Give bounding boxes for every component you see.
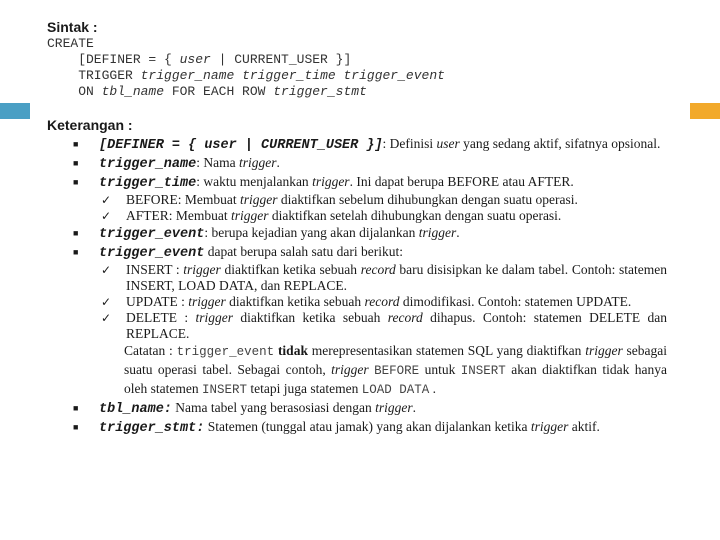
trigger-time-options <box>99 192 667 224</box>
sub-item-delete <box>99 310 667 342</box>
desc-text: INSERT : <box>126 262 184 277</box>
desc-text: diaktifkan sebelum dihubungkan dengan suatu operasi. <box>277 192 578 207</box>
desc-text: diaktifkan ketika sebuah <box>220 262 361 277</box>
list-item-tbl-name <box>47 400 667 418</box>
desc-text: sebagai suatu operasi tabel. Sebagai contoh, <box>124 343 668 377</box>
list-item-trigger-event-options <box>47 244 667 399</box>
desc-text: dapat berupa salah satu dari berikut: <box>204 244 404 259</box>
sub-item-after <box>99 208 667 224</box>
square-bullet-icon: ■ <box>73 422 79 432</box>
sub-item-update <box>99 294 667 310</box>
keterangan-list <box>47 136 667 437</box>
list-item-trigger-stmt <box>47 419 667 437</box>
list-item-trigger-name <box>47 155 667 173</box>
code-term: trigger_time <box>99 176 197 191</box>
desc-text: diaktifkan ketika sebuah <box>225 294 365 309</box>
desc-text: . <box>429 381 436 396</box>
desc-italic: trigger <box>331 362 369 377</box>
code-term: [DEFINER = { user | CURRENT_USER }] <box>99 138 383 153</box>
list-item-trigger-event <box>47 225 667 243</box>
desc-text: . Ini dapat berupa BEFORE atau AFTER. <box>349 174 574 189</box>
trigger-event-options <box>99 262 667 342</box>
slide-accent-right <box>690 103 720 119</box>
sub-item-before <box>99 192 667 208</box>
square-bullet-icon: ■ <box>73 139 79 149</box>
desc-text: tetapi juga statemen <box>247 381 362 396</box>
syntax-trigger-stmt: trigger_stmt <box>273 84 367 99</box>
desc-text: : waktu menjalankan <box>196 174 313 189</box>
check-icon: ✓ <box>101 193 112 207</box>
desc-text: dihapus. Contoh: statemen DELETE dan REPLACE. <box>126 310 667 341</box>
desc-text: : berupa kejadian yang akan dijalankan <box>204 225 419 240</box>
square-bullet-icon: ■ <box>73 228 79 238</box>
check-icon: ✓ <box>101 311 112 325</box>
desc-italic: trigger <box>530 419 569 434</box>
desc-italic: user <box>436 136 460 151</box>
syntax-text: [DEFINER = { <box>47 52 180 67</box>
desc-text: : Nama <box>196 155 239 170</box>
syntax-space <box>234 68 242 83</box>
desc-text: dimodifikasi. Contoh: statemen UPDATE. <box>399 294 632 309</box>
code-inline: INSERT <box>460 364 506 378</box>
syntax-trigger-name: trigger_name <box>140 68 235 83</box>
syntax-line-definer <box>47 52 667 68</box>
desc-italic: trigger <box>375 400 413 415</box>
desc-text: . <box>456 225 460 240</box>
square-bullet-icon: ■ <box>73 177 79 187</box>
syntax-line-create: CREATE <box>47 36 94 51</box>
square-bullet-icon: ■ <box>73 403 79 413</box>
code-term: trigger_event <box>99 246 205 261</box>
code-term: trigger_event <box>99 227 205 242</box>
list-item-definer <box>47 136 667 154</box>
desc-italic: trigger <box>188 294 226 309</box>
syntax-block <box>47 36 667 100</box>
desc-text: DELETE : <box>126 310 196 325</box>
desc-text: AFTER: Membuat <box>126 208 231 223</box>
desc-italic: trigger <box>240 192 278 207</box>
list-item-trigger-time <box>47 174 667 224</box>
slide-content <box>47 18 667 438</box>
desc-text: untuk <box>419 362 461 377</box>
desc-text: : Definisi <box>382 136 437 151</box>
desc-italic: trigger <box>312 174 350 189</box>
desc-text: diaktifkan ketika sebuah <box>233 310 388 325</box>
syntax-line-trigger <box>47 68 667 84</box>
keterangan-heading: Keterangan : <box>47 117 133 133</box>
desc-text: UPDATE : <box>126 294 189 309</box>
desc-text: . <box>276 155 280 170</box>
syntax-user: user <box>179 52 211 67</box>
desc-text: diaktifkan setelah dihubungkan dengan suatu operasi. <box>268 208 562 223</box>
syntax-line-on <box>47 84 667 100</box>
code-inline: LOAD DATA <box>361 383 430 397</box>
code-term: trigger_name <box>99 157 197 172</box>
catatan-note <box>99 342 667 399</box>
desc-text: Statemen (tunggal atau jamak) yang akan dijalankan ketika <box>204 419 531 434</box>
syntax-text: ON <box>47 84 102 99</box>
slide-accent-left <box>0 103 30 119</box>
syntax-trigger-time: trigger_time <box>242 68 336 83</box>
desc-text: akan diaktifkan tidak hanya oleh statemen <box>124 362 668 396</box>
check-icon: ✓ <box>101 263 112 277</box>
desc-italic: trigger <box>231 208 269 223</box>
sintak-heading: Sintak : <box>47 19 98 35</box>
desc-italic: record <box>360 262 396 277</box>
desc-italic: trigger <box>195 310 234 325</box>
code-inline: trigger_event <box>176 345 275 359</box>
syntax-text: TRIGGER <box>47 68 141 83</box>
desc-bold: tidak <box>277 343 308 358</box>
check-icon: ✓ <box>101 295 112 309</box>
desc-italic: trigger <box>585 343 623 358</box>
desc-italic: record <box>364 294 400 309</box>
desc-text: aktif. <box>568 419 600 434</box>
code-inline: INSERT <box>201 383 247 397</box>
desc-italic: trigger <box>418 225 457 240</box>
syntax-tbl-name: tbl_name <box>101 84 165 99</box>
desc-text: merepresentasikan statemen SQL yang diaktifkan <box>307 343 586 358</box>
check-icon: ✓ <box>101 209 112 223</box>
syntax-text: | CURRENT_USER }] <box>210 52 352 67</box>
desc-text: yang sedang aktif, sifatnya opsional. <box>459 136 661 151</box>
desc-text: . <box>412 400 416 415</box>
code-term: trigger_stmt: <box>99 421 205 436</box>
desc-text: BEFORE: Membuat <box>126 192 240 207</box>
syntax-text: FOR EACH ROW <box>164 84 274 99</box>
square-bullet-icon: ■ <box>73 247 79 257</box>
desc-italic: trigger <box>183 262 221 277</box>
desc-text: Nama tabel yang berasosiasi dengan <box>171 400 376 415</box>
syntax-trigger-event: trigger_event <box>343 68 445 83</box>
desc-text: baru disisipkan ke dalam tabel. Contoh: statemen INSERT, LOAD DATA, dan REPLACE. <box>126 262 667 293</box>
code-inline: BEFORE <box>374 364 420 378</box>
sub-item-insert <box>99 262 667 294</box>
syntax-space <box>336 68 344 83</box>
square-bullet-icon: ■ <box>73 158 79 168</box>
code-term: tbl_name: <box>99 402 172 417</box>
desc-italic: record <box>387 310 423 325</box>
desc-text: Catatan : <box>124 343 177 358</box>
desc-italic: trigger <box>238 155 277 170</box>
